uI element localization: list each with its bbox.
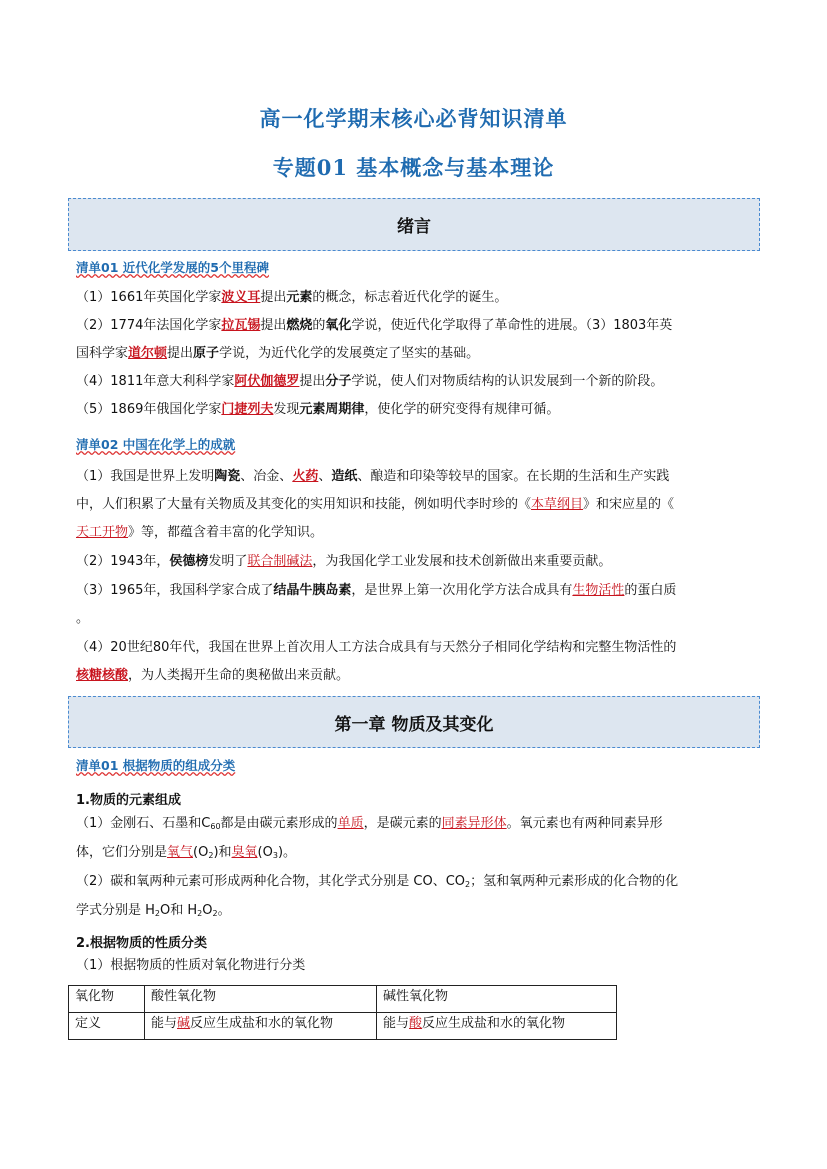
- text: （1）金刚石、石墨和C: [76, 816, 211, 831]
- text: 的: [312, 318, 326, 333]
- keyword: 生物活性: [572, 583, 625, 598]
- keyword: 元素周期律: [299, 402, 365, 417]
- paragraph-8b: [76, 662, 752, 690]
- table-header-cell: 酸性氧化物: [145, 986, 377, 1013]
- doc-title: 高一化学期末核心必背知识清单: [259, 106, 568, 131]
- keyword: 陶瓷: [214, 469, 241, 484]
- paragraph-11: [76, 952, 752, 980]
- text: ，使化学的研究变得有规律可循。: [364, 402, 560, 417]
- table-cell: [145, 1013, 377, 1040]
- text: 学说，使近代化学取得了革命性的进展。（3）1803年英: [351, 318, 673, 333]
- text: （2）1943年，: [76, 554, 170, 569]
- text: 中，人们积累了大量有关物质及其变化的实用知识和技能，例如明代李时珍的《: [76, 497, 532, 512]
- keyword: 火药: [292, 469, 319, 484]
- keyword: 天工开物: [76, 525, 129, 540]
- section-banner-intro: [68, 198, 760, 251]
- doc-subtitle: 专题01 基本概念与基本理论: [272, 155, 555, 180]
- text: 。氧元素也有两种同素异形: [506, 816, 663, 831]
- paragraph-5b: [76, 491, 752, 519]
- paragraph-10: [76, 868, 752, 899]
- table-row: [69, 1013, 617, 1040]
- paragraph-7: [76, 577, 752, 605]
- paragraph-5: [76, 463, 752, 491]
- paragraph-10b: [76, 897, 752, 928]
- paragraph-4: [76, 396, 752, 424]
- subscript: 3: [272, 851, 278, 860]
- text: 的蛋白质: [624, 583, 677, 598]
- text: 》等，都蕴含着丰富的化学知识。: [128, 525, 324, 540]
- keyword: 单质: [337, 816, 364, 831]
- text: 、酿造和印染等较早的国家。在长期的生活和生产实践: [357, 469, 670, 484]
- text: 提出: [167, 346, 194, 361]
- banner-label: 绪言: [397, 217, 431, 237]
- text: 都是由碳元素形成的: [220, 816, 338, 831]
- keyword: 碱: [177, 1016, 191, 1031]
- text: 能与: [151, 1016, 178, 1031]
- keyword: 本草纲目: [531, 497, 584, 512]
- text: O: [202, 903, 213, 918]
- text: 学式分别是 H: [76, 903, 155, 918]
- list-heading-3: 清单01 根据物质的组成分类: [76, 758, 236, 773]
- section-heading-2: 2.根据物质的性质分类: [76, 936, 207, 951]
- text: 。: [217, 903, 231, 918]
- text: （5）1869年俄国化学家: [76, 402, 222, 417]
- text: （4）1811年意大利科学家: [76, 374, 235, 389]
- keyword: 联合制碱法: [247, 554, 313, 569]
- keyword: 氧气: [167, 845, 194, 860]
- paragraph-6: [76, 548, 752, 576]
- subscript: 2: [154, 909, 161, 918]
- text: 提出: [260, 318, 287, 333]
- keyword: 核糖核酸: [76, 668, 129, 683]
- table-header-row: [69, 986, 617, 1013]
- text: （1）根据物质的性质对氧化物进行分类: [76, 958, 306, 973]
- subscript: 2: [208, 851, 214, 860]
- paragraph-2: [76, 312, 752, 340]
- paragraph-9: [76, 810, 752, 841]
- subscript: 2: [212, 909, 218, 918]
- table-header-cell: 碱性氧化物: [377, 986, 617, 1013]
- section-banner-chapter1: [68, 696, 760, 748]
- text: ，是世界上第一次用化学方法合成具有: [351, 583, 573, 598]
- text: ；氢和氧两种元素形成的化合物的化: [470, 874, 679, 889]
- text: (O: [193, 845, 209, 860]
- text: )和: [213, 845, 232, 860]
- banner-label: 第一章 物质及其变化: [334, 714, 494, 735]
- paragraph-3: [76, 368, 752, 396]
- paragraph-7b: [76, 605, 752, 633]
- text: （4）20世纪80年代，我国在世界上首次用人工方法合成具有与天然分子相同化学结构和完整生物活性的: [76, 640, 677, 655]
- paragraph-8: [76, 634, 752, 662]
- paragraph-5c: [76, 519, 752, 547]
- text: 》和宋应星的《: [583, 497, 675, 512]
- keyword: 道尔顿: [128, 346, 168, 361]
- paragraph-2b: [76, 340, 752, 368]
- list-heading-2: 清单02 中国在化学上的成就: [76, 437, 236, 452]
- text: 学说，为近代化学的发展奠定了坚实的基础。: [219, 346, 480, 361]
- keyword: 拉瓦锡: [221, 318, 261, 333]
- keyword: 氧化: [325, 318, 352, 333]
- text: 提出: [299, 374, 326, 389]
- keyword: 阿伏伽德罗: [234, 374, 300, 389]
- text: 、: [318, 469, 332, 484]
- text: 能与: [383, 1016, 410, 1031]
- text: 学说，使人们对物质结构的认识发展到一个新的阶段。: [351, 374, 664, 389]
- keyword: 原子: [193, 346, 220, 361]
- text: 反应生成盐和水的氧化物: [190, 1016, 334, 1031]
- keyword: 臭氧: [231, 845, 258, 860]
- subscript: 60: [210, 822, 221, 831]
- table-header-cell: 氧化物: [69, 986, 145, 1013]
- text: 发现: [273, 402, 300, 417]
- subscript: 2: [465, 880, 471, 889]
- text: 的概念，标志着近代化学的诞生。: [312, 290, 508, 305]
- text: ，为我国化学工业发展和技术创新做出来重要贡献。: [312, 554, 612, 569]
- text: （3）1965年，我国科学家合成了: [76, 583, 274, 598]
- table-cell: [377, 1013, 617, 1040]
- text: O和 H: [160, 903, 198, 918]
- keyword: 燃烧: [286, 318, 313, 333]
- text: ，是碳元素的: [363, 816, 442, 831]
- text: )。: [277, 845, 297, 860]
- keyword: 酸: [409, 1016, 423, 1031]
- text: (O: [257, 845, 273, 860]
- keyword: 波义耳: [221, 290, 261, 305]
- text: 发明了: [208, 554, 248, 569]
- text: （1）我国是世界上发明: [76, 469, 215, 484]
- keyword: 分子: [325, 374, 352, 389]
- keyword: 同素异形体: [441, 816, 507, 831]
- section-heading-1: 1.物质的元素组成: [76, 793, 181, 808]
- keyword: 侯德榜: [169, 554, 209, 569]
- keyword: 门捷列夫: [221, 402, 274, 417]
- text: ，为人类揭开生命的奥秘做出来贡献。: [128, 668, 350, 683]
- keyword: 元素: [286, 290, 313, 305]
- table-cell: 定义: [69, 1013, 145, 1040]
- text: （1）1661年英国化学家: [76, 290, 222, 305]
- text: 反应生成盐和水的氧化物: [422, 1016, 566, 1031]
- text: 体，它们分别是: [76, 845, 168, 860]
- text: 、冶金、: [240, 469, 293, 484]
- paragraph-9b: [76, 839, 752, 870]
- subscript: 2: [197, 909, 203, 918]
- keyword: 结晶牛胰岛素: [273, 583, 352, 598]
- text: 国科学家: [76, 346, 129, 361]
- text: （2）碳和氧两种元素可形成两种化合物，其化学式分别是 CO、CO: [76, 874, 466, 889]
- list-heading-1: 清单01 近代化学发展的5个里程碑: [76, 260, 269, 275]
- text: 提出: [260, 290, 287, 305]
- text: 。: [76, 611, 90, 626]
- keyword: 造纸: [331, 469, 358, 484]
- text: （2）1774年法国化学家: [76, 318, 222, 333]
- paragraph-1: [76, 284, 752, 312]
- oxide-table: [68, 985, 617, 1040]
